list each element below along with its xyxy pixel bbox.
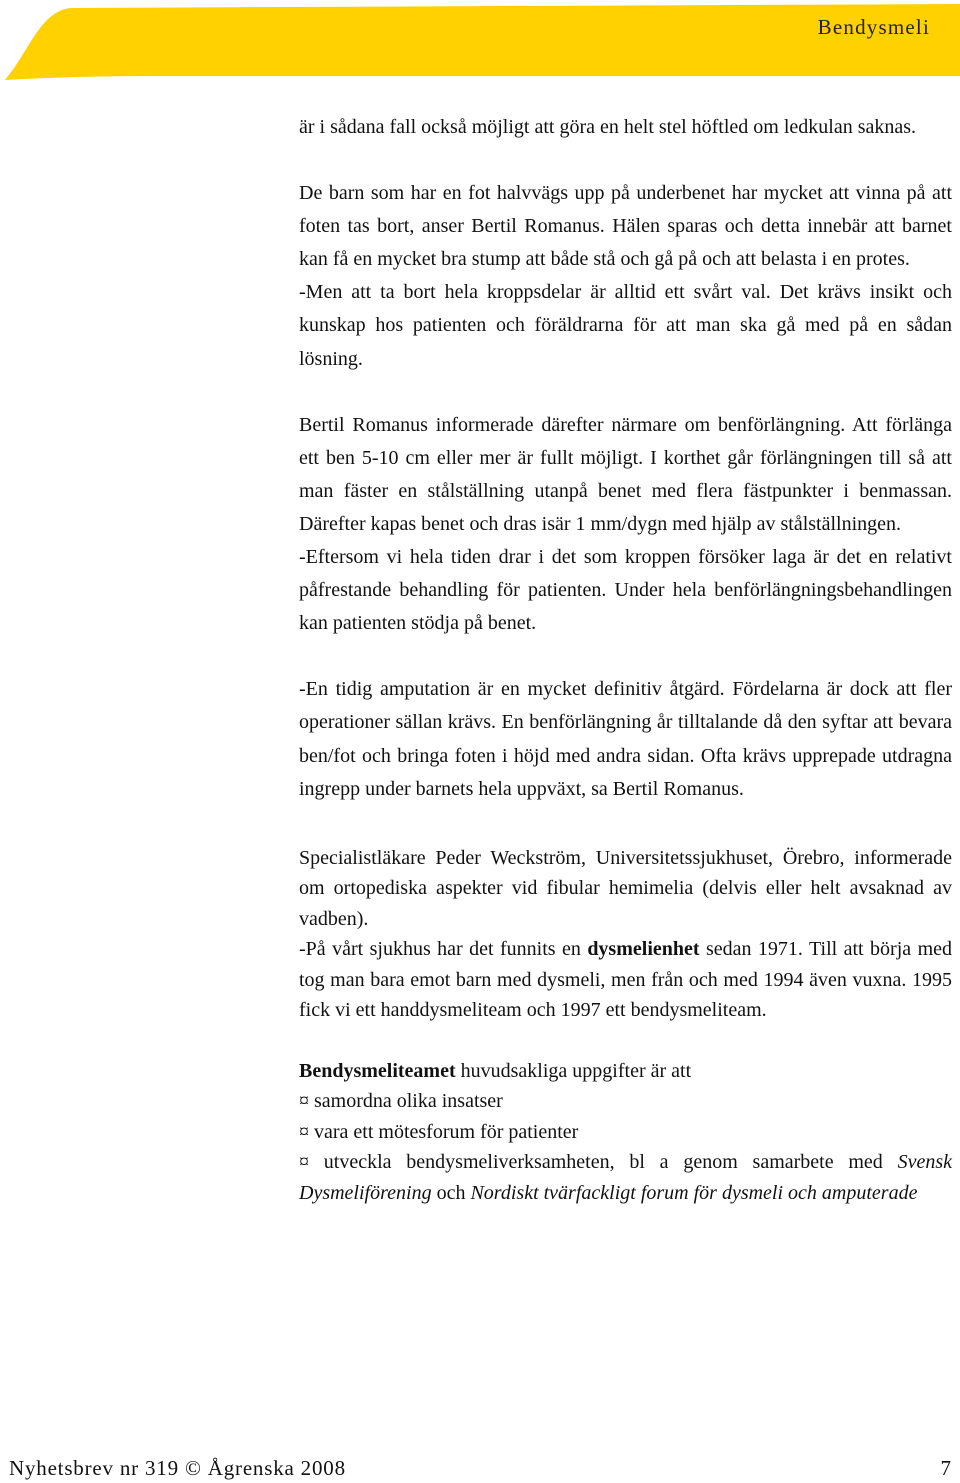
organization-name: Nordiskt tvärfackligt forum för dysmeli och amputerade: [470, 1181, 918, 1204]
bold-term: Bendysmeliteamet: [299, 1059, 456, 1082]
list-item: ¤ utveckla bendysmeliverksamheten, bl a genom samarbete med Svensk Dysmeliförening och Nordiskt tvärfackligt forum för dysmeli och amputerade: [299, 1151, 952, 1204]
bullet-marker: ¤: [299, 1151, 309, 1174]
paragraph: -Eftersom vi hela tiden drar i det som kroppen försöker laga är det en relativt påfrestande behandling för patienten. Under hela benförlängningsbehandlingen kan patienten stödja på benet.: [299, 546, 952, 635]
paragraph: -En tidig amputation är en mycket definitiv åtgärd. Fördelarna är dock att fler operationer sällan krävs. En benförlängning år tilltalande då den syftar att bevara ben/fot och bringa foten i höjd med andra sidan. Ofta krävs upprepade utdragna ingrepp under barnets hela uppväxt, sa Bertil Romanus.: [299, 678, 952, 800]
paragraph: -Men att ta bort hela kroppsdelar är alltid ett svårt val. Det krävs insikt och kunskap hos patienten och föräldrarna för att man ska gå med på en sådan lösning.: [299, 281, 952, 370]
list-item: ¤ vara ett mötesforum för patienter: [299, 1120, 579, 1143]
paragraph: är i sådana fall också möjligt att göra en helt stel höftled om ledkulan saknas.: [299, 116, 917, 138]
header-swoosh: [0, 0, 960, 90]
paragraph: De barn som har en fot halvvägs upp på underbenet har mycket att vinna på att foten tas bort, anser Bertil Romanus. Hälen sparas och detta innebär att barnet kan få en mycket bra stump att både stå och gå på och att belasta i en protes.: [299, 182, 952, 271]
footer-publication: Nyhetsbrev nr 319 © Ågrenska 2008: [9, 1456, 346, 1480]
list-item: ¤ samordna olika insatser: [299, 1090, 503, 1113]
article-body: [299, 111, 952, 1208]
paragraph: Bertil Romanus informerade därefter närmare om benförlängning. Att förlänga ett ben 5-10 cm eller mer är fullt möjligt. I korthet går förlängningen till så att man fäster en stålställning utanpå benet med flera fästpunkter i benmassan. Därefter kapas benet och dras isär 1 mm/dygn med hjälp av stålställningen.: [299, 413, 952, 535]
paragraph: -På vårt sjukhus har det funnits en dysmelienhet sedan 1971. Till att börja med tog man bara emot barn med dysmeli, men från och med 1994 även vuxna. 1995 fick vi ett handdysmeliteam och 1997 ett bendysmeliteam.: [299, 938, 952, 1022]
page-number: 7: [940, 1456, 951, 1480]
paragraph: Specialistläkare Peder Weckström, Universitetssjukhuset, Örebro, informerade om ortopediska aspekter vid fibular hemimelia (delvis eller helt avsaknad av vadben).: [299, 846, 952, 930]
section-title: Bendysmeli: [817, 15, 930, 39]
header-banner: [0, 0, 960, 90]
bullet-marker: ¤: [299, 1090, 309, 1113]
bold-term: dysmelienhet: [587, 938, 700, 961]
bullet-marker: ¤: [299, 1120, 309, 1143]
list-intro: Bendysmeliteamet huvudsakliga uppgifter är att: [299, 1059, 692, 1082]
organization-name: Svensk Dysmeliförening: [299, 1151, 952, 1204]
